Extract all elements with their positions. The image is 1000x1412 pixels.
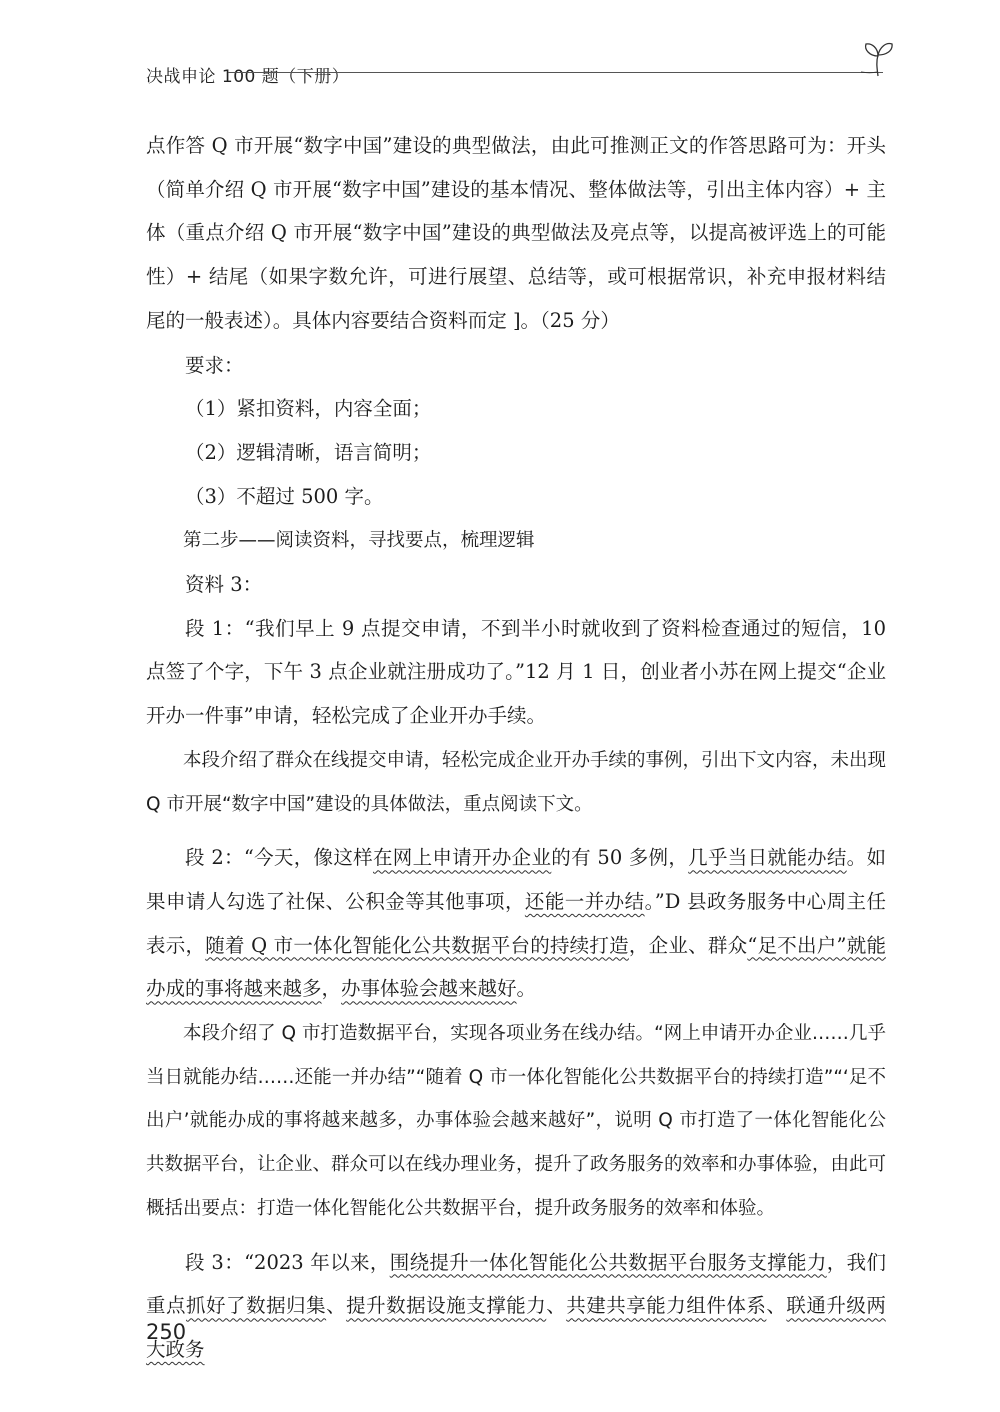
intro-paragraph: 点作答 Q 市开展“数字中国”建设的典型做法，由此可推测正文的作答思路可为：开头（简单介绍 Q 市开展“数字中国”建设的基本情况、整体做法等，引出主体内容）+ 主体（重点介绍 Q 市开展“数字中国”建设的典型做法及亮点等，以提高被评选上的可能性）+ 结尾（如果字数允许，可进行展望、总结等，或可根据常识，补充申报材料结尾的一般表述）。具体内容要结合资料而定 ]。（25 分） bbox=[146, 134, 886, 332]
key-phrase: 抓好了数据归集 bbox=[186, 1294, 327, 1318]
key-phrase: 围绕提升一体化智能化公共数据平台服务支撑能力 bbox=[389, 1250, 827, 1274]
key-phrase: 提升数据设施支撑能力 bbox=[346, 1294, 547, 1318]
page-number: 250 bbox=[146, 1320, 187, 1344]
key-phrase: 联通升级两大政务 bbox=[146, 1294, 886, 1361]
material-paragraph-3: 段 3：“2023 年以来，围绕提升一体化智能化公共数据平台服务支撑能力，我们重点抓好了数据归集、提升数据设施支撑能力、共建共享能力组件体系、联通升级两大政务 bbox=[146, 1250, 886, 1361]
header-rule bbox=[228, 72, 883, 73]
requirement-item: （2）逻辑清晰，语言简明； bbox=[185, 440, 432, 464]
key-phrase: 在网上申请开办企业 bbox=[372, 846, 552, 870]
requirements-heading: 要求： bbox=[185, 353, 244, 377]
book-title: 决战申论 100 题（下册） bbox=[146, 67, 350, 87]
key-phrase: 几乎当日就能办结 bbox=[688, 846, 847, 870]
key-phrase: 办事体验会越来越好 bbox=[341, 977, 517, 1001]
step-heading: 第二步——阅读资料，寻找要点，梳理逻辑 bbox=[183, 530, 535, 552]
requirement-item: （3）不超过 500 字。 bbox=[185, 484, 384, 508]
material-paragraph-2: 段 2：“今天，像这样在网上申请开办企业的有 50 多例，几乎当日就能办结。如果申请人勾选了社保、公积金等其他事项，还能一并办结。”D 县政务服务中心周主任表示，随着 Q 市一体化智能化公共数据平台的持续打造，企业、群众“足不出户”就能办成的事将越来越多，办事体验会越来越好。 bbox=[146, 846, 886, 1001]
analysis-paragraph-1: 本段介绍了群众在线提交申请，轻松完成企业开办手续的事例，引出下文内容，未出现 Q 市开展“数字中国”建设的具体做法，重点阅读下文。 bbox=[146, 749, 887, 815]
key-phrase: 共建共享能力组件体系 bbox=[566, 1294, 767, 1318]
key-phrase: 还能一并办结 bbox=[524, 889, 645, 913]
analysis-paragraph-2: 本段介绍了 Q 市打造数据平台，实现各项业务在线办结。“网上申请开办企业……几乎当日就能办结……还能一并办结”“随着 Q 市一体化智能化公共数据平台的持续打造”“‘足不出户’就能办成的事将越来越多，办事体验会越来越好”，说明 Q 市打造了一体化智能化公共数据平台，让企业、群众可以在线办理业务，提升了政务服务的效率和办事体验，由此可概括出要点：打造一体化智能化公共数据平台，提升政务服务的效率和体验。 bbox=[146, 1023, 887, 1219]
sprout-icon bbox=[858, 38, 896, 78]
page-body bbox=[146, 124, 886, 1372]
running-header bbox=[146, 58, 896, 98]
material-label: 资料 3： bbox=[185, 573, 263, 597]
material-paragraph-1: 段 1：“我们早上 9 点提交申请，不到半小时就收到了资料检查通过的短信，10 点签了个字，下午 3 点企业就注册成功了。”12 月 1 日，创业者小苏在网上提交“企业开办一件事”申请，轻松完成了企业开办手续。 bbox=[146, 616, 886, 728]
requirement-item: （1）紧扣资料，内容全面； bbox=[185, 397, 432, 421]
key-phrase: 随着 Q 市一体化智能化公共数据平台的持续打造 bbox=[205, 933, 629, 957]
key-phrase: “足不出户”就能办成的事将越来越多 bbox=[146, 933, 886, 1001]
